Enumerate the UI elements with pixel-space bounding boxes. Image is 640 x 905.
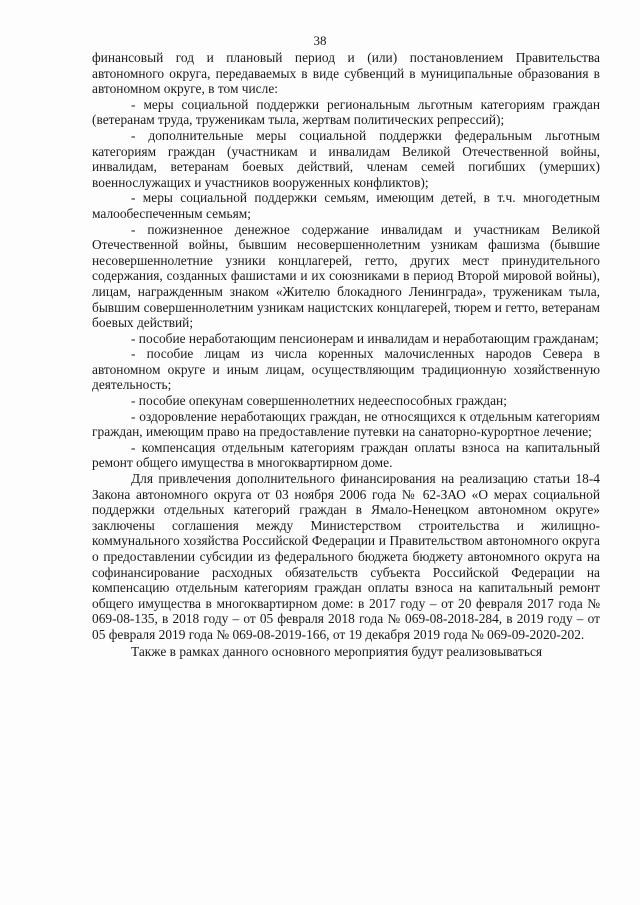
list-item-repair-compensation: - компенсация отдельным категориям граждан оплаты взноса на капитальный ремонт общего имущества в многоквартирном доме. bbox=[92, 439, 600, 471]
list-item-indigenous-benefit: - пособие лицам из числа коренных малочисленных народов Севера в автономном округе и иным лицам, осуществляющим традиционную хозяйственную деятельность; bbox=[92, 346, 600, 393]
list-item-family-support: - меры социальной поддержки семьям, имеющим детей, в т.ч. многодетным малообеспеченным семьям; bbox=[92, 190, 600, 221]
page-number: 38 bbox=[313, 33, 327, 48]
list-item-guardian-benefit: - пособие опекунам совершеннолетних недееспособных граждан; bbox=[131, 393, 507, 409]
paragraph-continuation: Также в рамках данного основного мероприятия будут реализовываться bbox=[131, 643, 543, 659]
list-item-regional-support: - меры социальной поддержки региональным льготным категориям граждан (ветеранам труда, труженикам тыла, жертвам политических репрессий); bbox=[92, 96, 600, 128]
paragraph-intro: финансовый год и плановый период и (или) постановлением Правительства автономного округа, передаваемых в виде субвенций в муниципальные образования в автономном округе, в том числе: bbox=[92, 50, 600, 97]
list-item-lifetime-allowance: - пожизненное денежное содержание инвалидам и участникам Великой Отечественной войны, бывшим несовершеннолетним узникам фашизма (бывшие несовершеннолетние узники концлагерей, гетто, других мест принудительного содержания, созданных фашистами и их союзниками в период Второй мировой войны), лицам, награжденным знаком «Жителю блокадного Ленинграда», труженикам тыла, бывшим совершеннолетним узникам нацистских концлагерей, тюрем и гетто, ветеранам боевых действий; bbox=[92, 221, 600, 331]
paragraph-agreements: Для привлечения дополнительного финансирования на реализацию статьи 18-4 Закона автономного округа от 03 ноября 2006 года № 62-ЗАО «О мерах социальной поддержки отдельных категорий граждан в Ямало-Ненецком автономном округе» заключены соглашения между Министерством строительства и жилищно-коммунального хозяйства Российской Федерации и Правительством автономного округа о предоставлении субсидии из федерального бюджета бюджету автономного округа на софинансирование расходных обязательств субъекта Российской Федерации на компенсацию отдельным категориям граждан оплаты взноса на капитальный ремонт общего имущества в многоквартирном доме: в 2017 году – от 20 февраля 2017 года № 069-08-135, в 2018 году – от 05 февраля 2018 года № 069-08-2018-284, в 2019 году – от 05 февраля 2019 года № 069-08-2019-166, от 19 декабря 2019 года № 069-09-2020-202. bbox=[92, 471, 600, 642]
list-item-federal-support: - дополнительные меры социальной поддержки федеральным льготным категориям граждан (участникам и инвалидам Великой Отечественной войны, инвалидам, ветеранам боевых действий, членам семей погибших (умерших) военнослужащих и участников вооруженных конфликтов); bbox=[92, 127, 600, 190]
list-item-pensioner-benefit: - пособие неработающим пенсионерам и инвалидам и неработающим гражданам; bbox=[131, 330, 599, 346]
list-item-health-resort: - оздоровление неработающих граждан, не относящихся к отдельным категориям граждан, имеющим право на предоставление путевки на санаторно-курортное лечение; bbox=[92, 408, 600, 440]
document-body bbox=[92, 50, 600, 659]
